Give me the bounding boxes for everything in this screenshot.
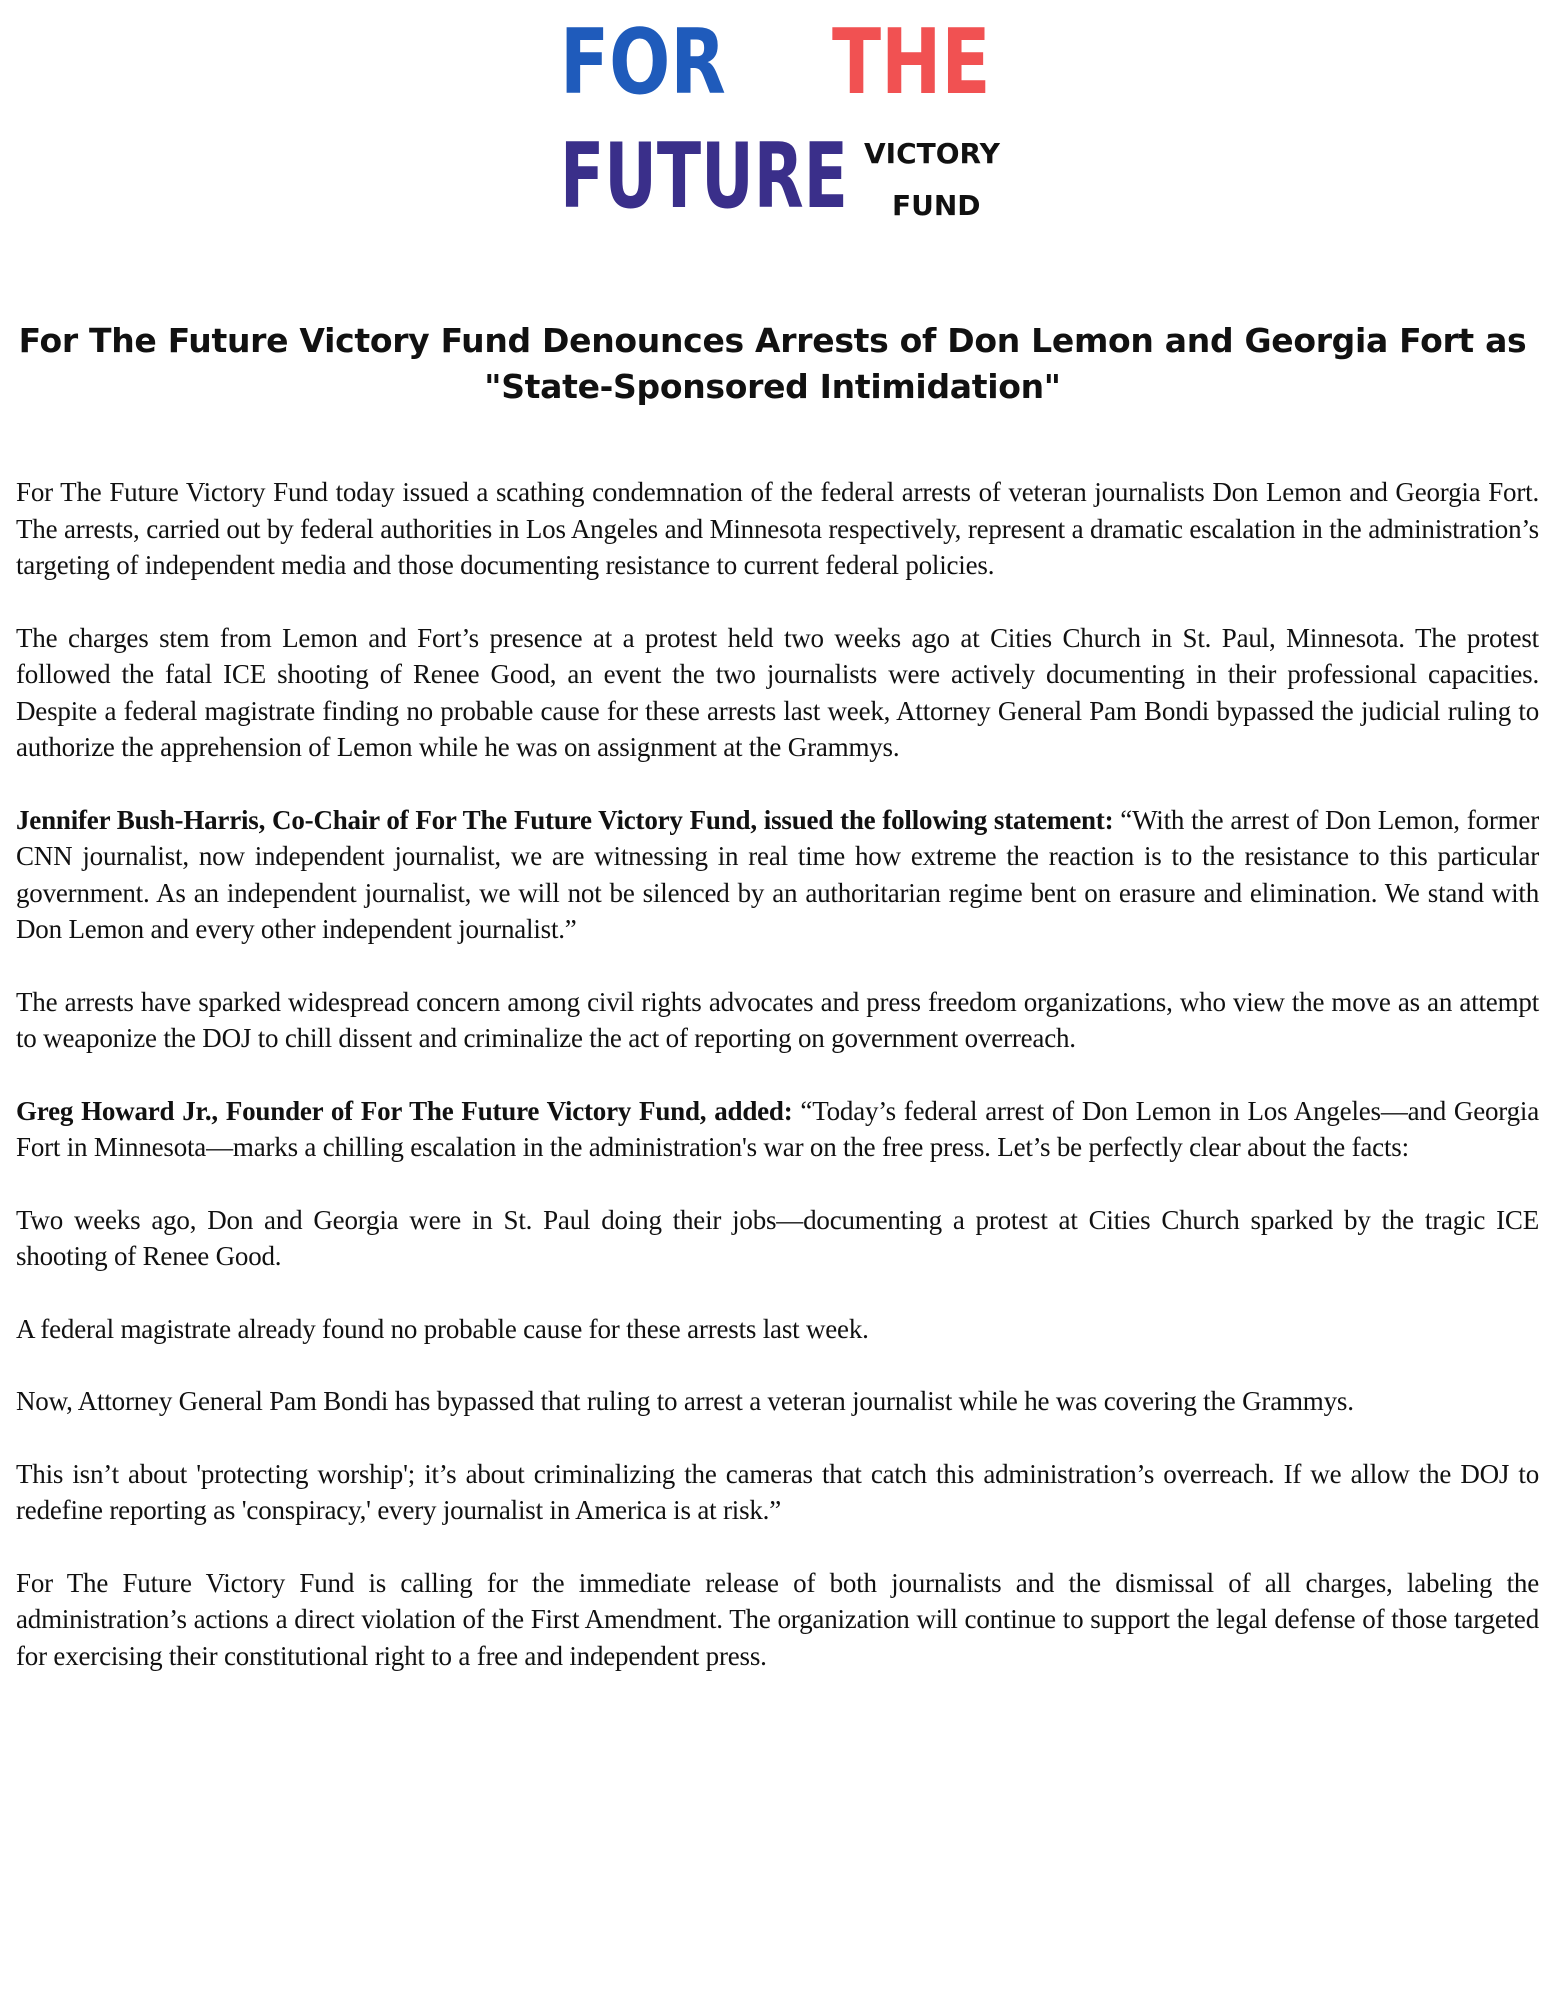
paragraph [16,1456,1539,1529]
speaker-attribution: Jennifer Bush-Harris, Co-Chair of For The Future Victory Fund, issued the following statement: [16,804,1114,835]
paragraph-text: For The Future Victory Fund today issued a scathing condemnation of the federal arrests of veteran journalists Don Lemon and Georgia Fort. The arrests, carried out by federal authorities in Los Angeles and Minnesota respectively, represent a dramatic escalation in the administration’s targeting of independent media and those documenting resistance to current federal policies. [16,477,1539,580]
paragraph [16,984,1539,1057]
paragraph [16,1202,1539,1275]
paragraph-text: The arrests have sparked widespread concern among civil rights advocates and press freedom organizations, who view the move as an attempt to weaponize the DOJ to chill dissent and criminalize the act of reporting on government overreach. [16,986,1539,1053]
paragraph-text: For The Future Victory Fund is calling for the immediate release of both journalists and the dismissal of all charges, labeling the administration’s actions a direct violation of the First Amendment. The organization will continue to support the legal defense of those targeted for exercising their constitutional right to a free and independent press. [16,1567,1539,1671]
paragraph-quote [16,802,1539,948]
quote-text: “Today’s federal arrest of Don Lemon in Los Angeles—and Georgia Fort in Minnesota—marks a chilling escalation in the administration's war on the free press. Let’s be perfectly clear about the facts: [16,1095,1539,1162]
paragraph [16,1311,1539,1348]
quote-text: “With the arrest of Don Lemon, former CNN journalist, now independent journalist, we are witnessing in real time how extreme the reaction is to the resistance to this particular government. As an independent journalist, we will not be silenced by an authoritarian regime bent on erasure and elimination. We stand with Don Lemon and every other independent journalist.” [16,804,1539,944]
logo-text-future: FUTURE [560,124,848,229]
paragraph-text: This isn’t about 'protecting worship'; it’s about criminalizing the cameras that catch this administration’s overreach. If we allow the DOJ to redefine reporting as 'conspiracy,' every journalist in America is at risk.” [16,1458,1539,1525]
paragraph-text: The charges stem from Lemon and Fort’s presence at a protest held two weeks ago at Cities Church in St. Paul, Minnesota. The protest followed the fatal ICE shooting of Renee Good, an event the two journalists were actively documenting in their professional capacities. Despite a federal magistrate finding no probable cause for these arrests last week, Attorney General Pam Bondi bypassed the judicial ruling to authorize the apprehension of Lemon while he was on assignment at the Grammys. [16,622,1539,762]
paragraph-text: Now, Attorney General Pam Bondi has bypassed that ruling to arrest a veteran journalist while he was covering the Grammys. [16,1386,1354,1416]
paragraph-text: A federal magistrate already found no probable cause for these arrests last week. [16,1313,869,1344]
logo-text-for: FOR [560,10,726,115]
paragraph-text: Two weeks ago, Don and Georgia were in St. Paul doing their jobs—documenting a protest at Cities Church sparked by the tragic ICE shooting of Renee Good. [16,1204,1539,1271]
paragraph [16,620,1539,766]
paragraph [16,1383,1539,1420]
paragraph-quote [16,1093,1539,1166]
press-release-body [16,474,1539,1710]
paragraph [16,1565,1539,1675]
logo-text-fund: FUND [892,189,981,222]
paragraph [16,474,1539,584]
press-release-title: For The Future Victory Fund Denounces Arrests of Don Lemon and Georgia Fort as "State-Sponsored Intimidation" [18,321,1527,406]
logo-text-the: THE [832,10,991,115]
organization-logo [0,0,1545,250]
logo-text-victory: VICTORY [864,137,1000,170]
speaker-attribution: Greg Howard Jr., Founder of For The Future Victory Fund, added: [16,1095,793,1126]
